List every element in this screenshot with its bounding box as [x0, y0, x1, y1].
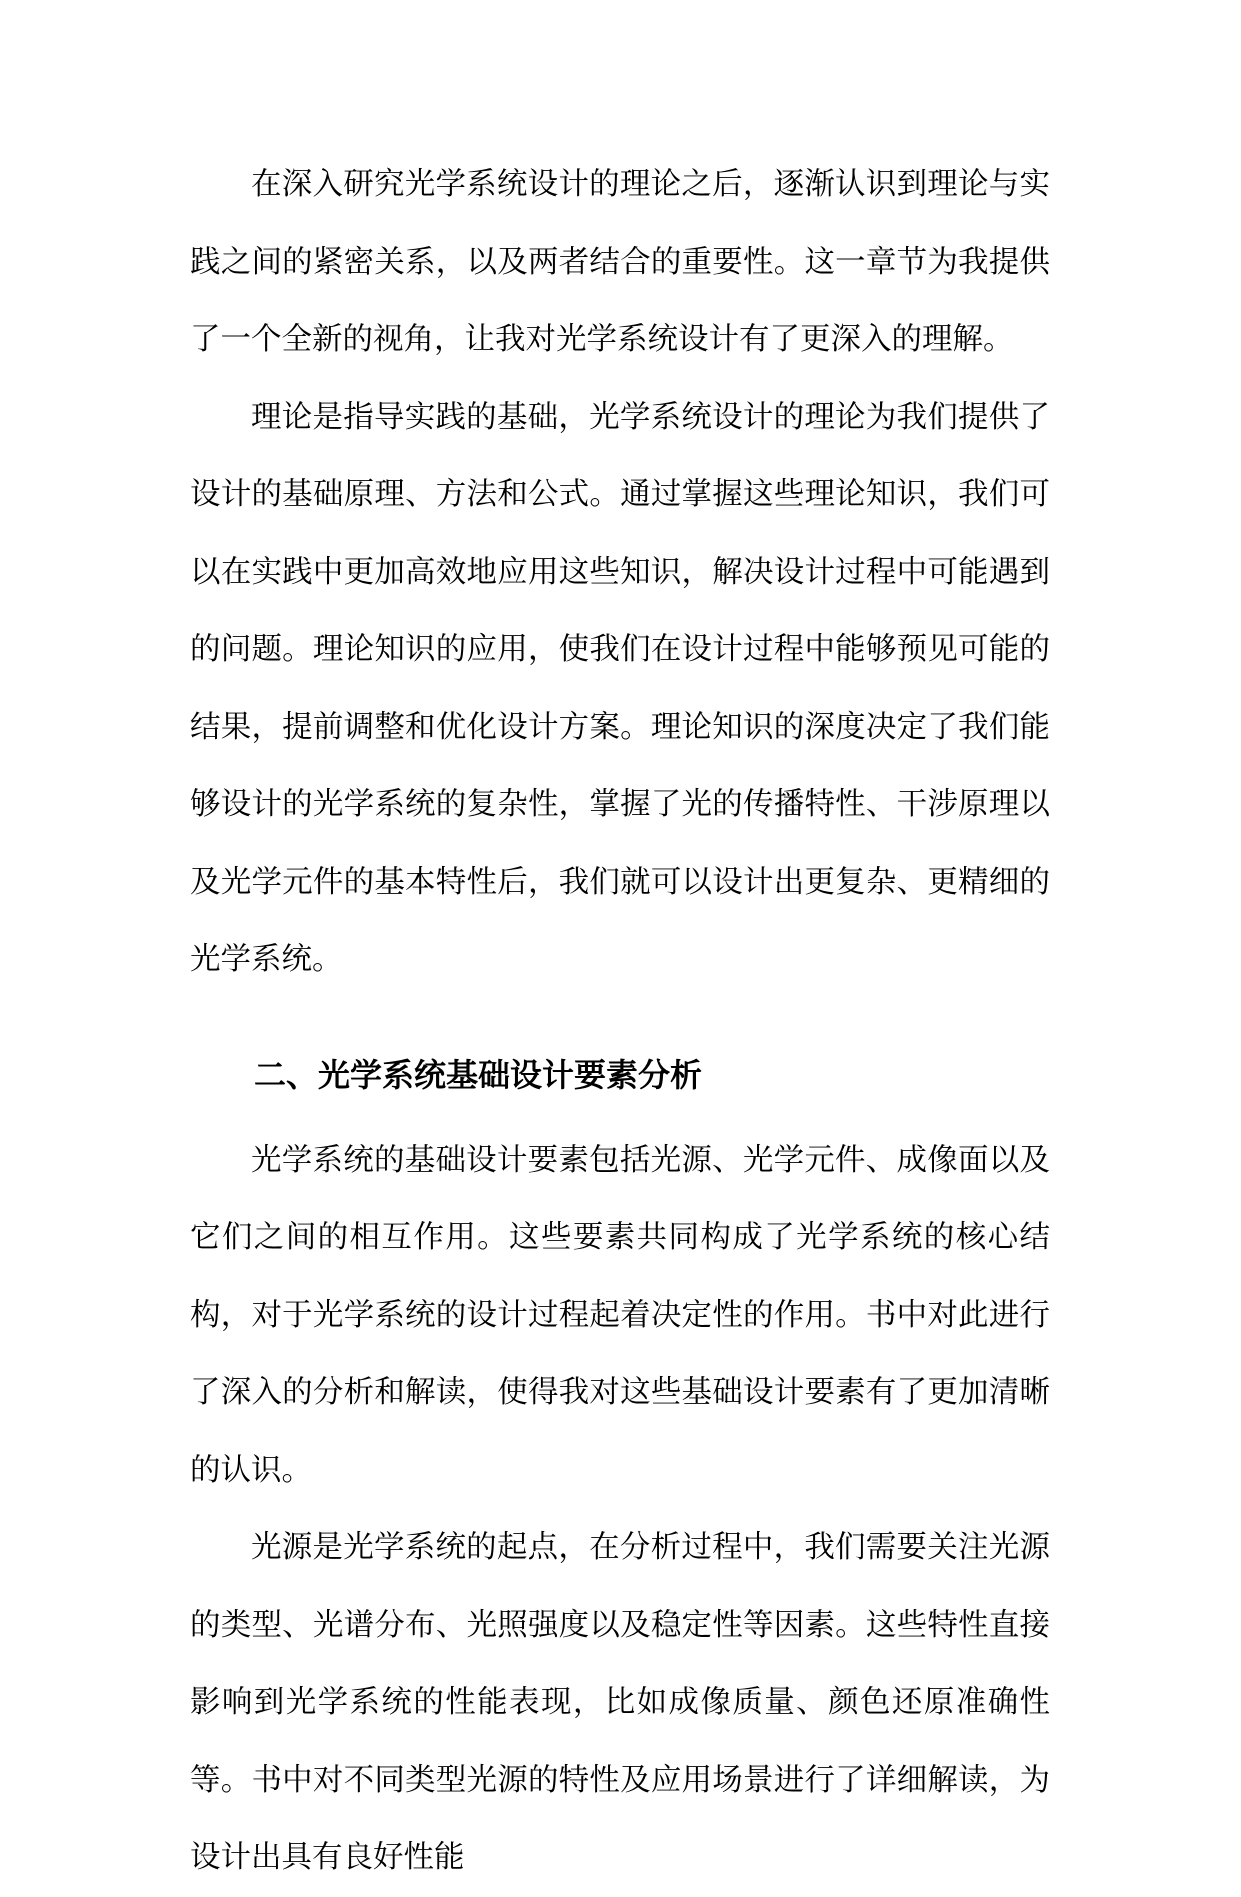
paragraph-theory-practice-intro: 在深入研究光学系统设计的理论之后，逐渐认识到理论与实践之间的紧密关系，以及两者结合的重要性。这一章节为我提供了一个全新的视角，让我对光学系统设计有了更深入的理解。 — [190, 167, 1050, 357]
section-heading: 二、光学系统基础设计要素分析 — [254, 1055, 703, 1094]
paragraph-theory-foundation: 理论是指导实践的基础，光学系统设计的理论为我们提供了设计的基础原理、方法和公式。通过掌握这些理论知识，我们可以在实践中更加高效地应用这些知识，解决设计过程中可能遇到的问题。理论知识的应用，使我们在设计过程中能够预见可能的结果，提前调整和优化设计方案。理论知识的深度决定了我们能够设计的光学系统的复杂性，掌握了光的传播特性、干涉原理以及光学元件的基本特性后，我们就可以设计出更复杂、更精细的光学系统。 — [190, 399, 1050, 977]
paragraph-design-elements: 光学系统的基础设计要素包括光源、光学元件、成像面以及它们之间的相互作用。这些要素共同构成了光学系统的核心结构，对于光学系统的设计过程起着决定性的作用。书中对此进行了深入的分析和解读，使得我对这些基础设计要素有了更加清晰的认识。 — [190, 1142, 1050, 1488]
page-content — [190, 146, 1050, 1897]
paragraph-light-source: 光源是光学系统的起点，在分析过程中，我们需要关注光源的类型、光谱分布、光照强度以及稳定性等因素。这些特性直接影响到光学系统的性能表现，比如成像质量、颜色还原准确性等。书中对不同类型光源的特性及应用场景进行了详细解读，为设计出具有良好性能 — [190, 1530, 1050, 1875]
